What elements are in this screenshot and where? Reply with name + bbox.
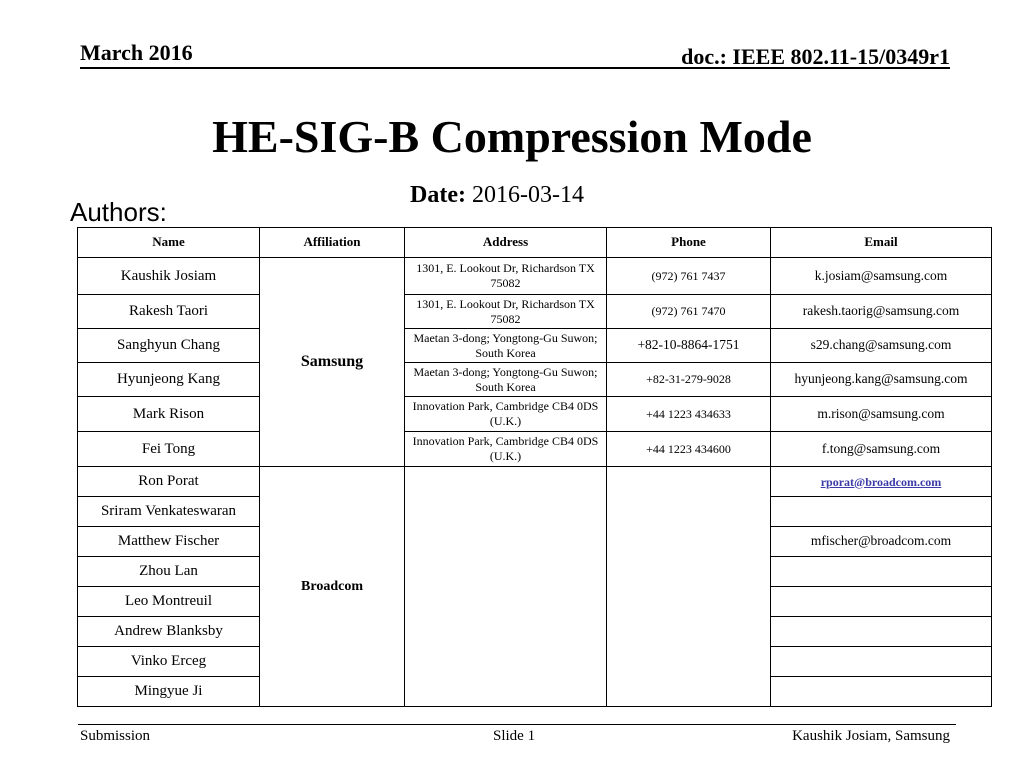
date-label: Date: — [410, 182, 466, 208]
author-address: Maetan 3-dong; Yongtong-Gu Suwon; South Korea — [405, 363, 607, 397]
author-email: rakesh.taorig@samsung.com — [771, 295, 992, 329]
author-name: Sriram Venkateswaran — [78, 497, 260, 527]
author-name: Matthew Fischer — [78, 527, 260, 557]
author-address: 1301, E. Lookout Dr, Richardson TX 75082 — [405, 295, 607, 329]
footer-divider — [78, 724, 956, 725]
email-link[interactable]: rporat@broadcom.com — [820, 474, 942, 489]
author-email: k.josiam@samsung.com — [771, 258, 992, 295]
author-email — [771, 647, 992, 677]
author-email: hyunjeong.kang@samsung.com — [771, 363, 992, 397]
author-name: Vinko Erceg — [78, 647, 260, 677]
author-address: Innovation Park, Cambridge CB4 0DS (U.K.) — [405, 397, 607, 432]
author-phone: +82-31-279-9028 — [607, 363, 771, 397]
author-email — [771, 617, 992, 647]
author-name: Rakesh Taori — [78, 295, 260, 329]
affiliation-broadcom: Broadcom — [260, 467, 405, 707]
author-email: s29.chang@samsung.com — [771, 329, 992, 363]
header-doc-id: doc.: IEEE 802.11-15/0349r1 — [681, 44, 950, 69]
header-email: Email — [771, 228, 992, 258]
author-phone: +44 1223 434600 — [607, 432, 771, 467]
affiliation-samsung: Samsung — [260, 258, 405, 467]
author-phone — [607, 467, 771, 707]
author-name: Kaushik Josiam — [78, 258, 260, 295]
author-phone: (972) 761 7470 — [607, 295, 771, 329]
header-name: Name — [78, 228, 260, 258]
author-address: Innovation Park, Cambridge CB4 0DS (U.K.) — [405, 432, 607, 467]
author-email — [771, 587, 992, 617]
author-email: f.tong@samsung.com — [771, 432, 992, 467]
header-phone: Phone — [607, 228, 771, 258]
header-affiliation: Affiliation — [260, 228, 405, 258]
author-email: mfischer@broadcom.com — [771, 527, 992, 557]
table-row — [78, 329, 992, 363]
author-name: Andrew Blanksby — [78, 617, 260, 647]
author-email-link[interactable] — [771, 467, 992, 497]
header-date: March 2016 — [80, 40, 193, 65]
table-row — [78, 258, 992, 295]
table-header-row — [78, 228, 992, 258]
date-line — [410, 182, 584, 209]
author-name: Leo Montreuil — [78, 587, 260, 617]
author-name: Ron Porat — [78, 467, 260, 497]
author-phone: +82-10-8864-1751 — [607, 329, 771, 363]
author-address — [405, 467, 607, 707]
author-name: Zhou Lan — [78, 557, 260, 587]
date-value: 2016-03-14 — [465, 182, 584, 208]
author-email — [771, 497, 992, 527]
footer-submission: Submission — [80, 728, 151, 744]
table-row — [78, 295, 992, 329]
author-email: m.rison@samsung.com — [771, 397, 992, 432]
header-address: Address — [405, 228, 607, 258]
table-row — [78, 363, 992, 397]
author-phone: (972) 761 7437 — [607, 258, 771, 295]
authors-label: Authors: — [70, 197, 167, 227]
author-name: Mingyue Ji — [78, 677, 260, 707]
author-address: 1301, E. Lookout Dr, Richardson TX 75082 — [405, 258, 607, 295]
table-row — [78, 397, 992, 432]
table-row — [78, 432, 992, 467]
table-row — [78, 467, 992, 497]
author-address: Maetan 3-dong; Yongtong-Gu Suwon; South Korea — [405, 329, 607, 363]
header-divider — [80, 67, 950, 69]
author-email — [771, 677, 992, 707]
author-email — [771, 557, 992, 587]
author-name: Hyunjeong Kang — [78, 363, 260, 397]
author-name: Sanghyun Chang — [78, 329, 260, 363]
footer-slide-number: Slide 1 — [493, 728, 536, 744]
author-name: Mark Rison — [78, 397, 260, 432]
author-phone: +44 1223 434633 — [607, 397, 771, 432]
slide-title: HE-SIG-B Compression Mode — [212, 111, 812, 162]
authors-table-broadcom — [77, 466, 992, 707]
footer-author: Kaushik Josiam, Samsung — [792, 728, 950, 744]
authors-table-samsung — [77, 227, 992, 467]
author-name: Fei Tong — [78, 432, 260, 467]
